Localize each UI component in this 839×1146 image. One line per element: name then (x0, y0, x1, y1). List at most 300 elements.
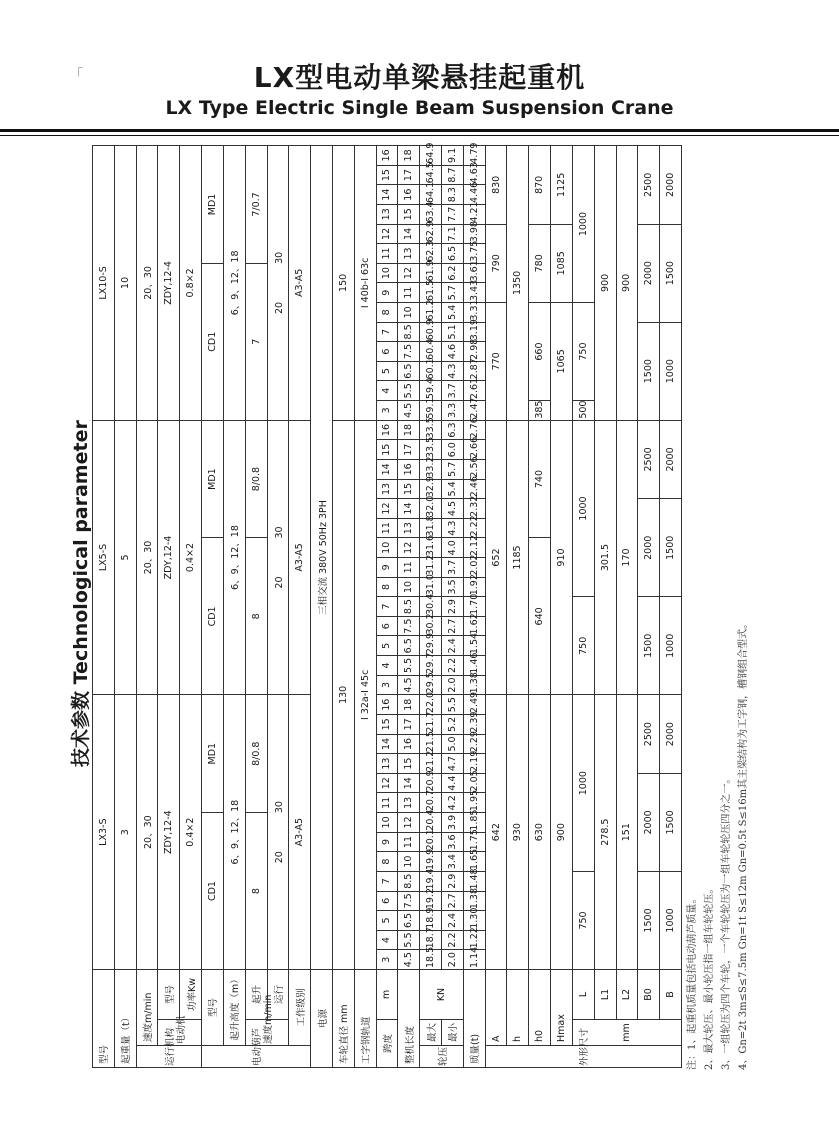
span-value: 16 (376, 695, 398, 715)
mass-value: 1.14 (463, 950, 485, 970)
header-rule-thick (0, 129, 839, 132)
total-length-value: 12 (398, 263, 420, 283)
section-title: 技术参数 Technological parameter (70, 420, 92, 767)
row-beam-track (354, 146, 376, 1068)
total-length-value: 8.5 (398, 322, 420, 342)
span-value: 10 (376, 538, 398, 558)
row-model (93, 146, 115, 1068)
wheel-min-value: 4.3 (442, 361, 464, 381)
total-length-value: 5.5 (398, 930, 420, 950)
label-hoist-group: 电动葫芦 (202, 1046, 311, 1068)
label-B: B (660, 969, 682, 1019)
wheel-max-value: 31.0 (420, 577, 442, 597)
wheel-max-value: 59.4 (420, 381, 442, 401)
note-4: 4、Gn=2t 3m≤S≤7.5m Gn=1t S≤12m Gn=0.5t S≤16m其主梁结构为工字钢，槽钢组合型式。 (738, 618, 749, 1070)
total-length-value: 8.5 (398, 871, 420, 891)
A-3: 770 (485, 303, 507, 421)
mass-value: 2.66 (463, 440, 485, 460)
row-wheel-max (420, 146, 442, 1068)
total-length-value: 15 (398, 479, 420, 499)
capacity-3: 10 (114, 146, 136, 421)
wheel-max-value: 60.4 (420, 342, 442, 362)
row-h0 (529, 146, 551, 1068)
row-power (180, 146, 202, 1068)
row-power-source (311, 146, 333, 1068)
capacity-2: 5 (114, 420, 136, 695)
power-source-value: 三相交流 380V 50Hz 3PH (311, 146, 333, 970)
label-speed2: 速度m/min (245, 1020, 289, 1046)
label-speed: 速度m/min (136, 969, 158, 1045)
label-max: 最大 (420, 1020, 442, 1046)
wheel-max-value: 62.3 (420, 244, 442, 264)
total-length-value: 4.5 (398, 950, 420, 970)
row-A (485, 146, 507, 1068)
row-Hmax (551, 146, 573, 1068)
wheel-min-value: 2.7 (442, 891, 464, 911)
wheel-max-value: 33.5 (420, 420, 442, 440)
h0-1: 630 (529, 695, 551, 970)
wheel-dia-1: 130 (332, 420, 354, 969)
B0-value: 2000 (638, 773, 660, 871)
mass-value: 1.92 (463, 577, 485, 597)
wheel-max-value: 19.9 (420, 852, 442, 872)
wheel-max-value: 20.4 (420, 813, 442, 833)
mass-value: 2.61 (463, 381, 485, 401)
total-length-value: 18 (398, 420, 420, 440)
wheel-max-value: 20.7 (420, 793, 442, 813)
work-class-3: A3-A5 (289, 146, 311, 421)
span-value: 3 (376, 675, 398, 695)
row-L2 (616, 146, 638, 1068)
lift-speed-1-a: 8 (245, 813, 267, 970)
run-speed-2: 20 30 (267, 420, 289, 695)
label-capacity: 起重量（t） (114, 969, 136, 1067)
span-value: 4 (376, 656, 398, 676)
A-4: 790 (485, 224, 507, 302)
label-lift-speed: 起升 (245, 969, 267, 1019)
wheel-min-value: 4.4 (442, 773, 464, 793)
lift-speed-3-b: 7/0.7 (245, 146, 267, 264)
spec-table (92, 142, 682, 1068)
row-run-speed (267, 146, 289, 1068)
label-work-class: 工作级别 (289, 969, 311, 1045)
L-3: 750 (572, 597, 594, 695)
mass-value: 1.85 (463, 813, 485, 833)
wheel-min-value: 7.1 (442, 224, 464, 244)
wheel-max-value: 60.9 (420, 322, 442, 342)
total-length-value: 13 (398, 793, 420, 813)
wheel-min-value: 5.2 (442, 715, 464, 735)
span-value: 13 (376, 204, 398, 224)
motor-model-2: ZDY,12-4 (158, 420, 180, 695)
power-2: 0.4×2 (180, 420, 202, 695)
total-length-value: 7.5 (398, 616, 420, 636)
wheel-min-value: 2.9 (442, 871, 464, 891)
span-value: 14 (376, 734, 398, 754)
span-value: 13 (376, 754, 398, 774)
mass-value: 4.46 (463, 185, 485, 205)
total-length-value: 12 (398, 538, 420, 558)
B0-value: 2500 (638, 146, 660, 224)
wheel-max-value: 19.4 (420, 871, 442, 891)
wheel-max-value: 21.7 (420, 715, 442, 735)
wheel-dia-2: 150 (332, 146, 354, 421)
row-wheel-min (442, 146, 464, 1068)
span-value: 7 (376, 322, 398, 342)
wheel-max-value: 61.5 (420, 283, 442, 303)
span-value: 8 (376, 577, 398, 597)
wheel-min-value: 9.1 (442, 146, 464, 166)
total-length-value: 8.5 (398, 597, 420, 617)
Hmax-1: 900 (551, 695, 573, 970)
B-value: 1000 (660, 322, 682, 420)
wheel-max-value: 64.5 (420, 165, 442, 185)
total-length-value: 11 (398, 558, 420, 578)
wheel-min-value: 6.3 (442, 420, 464, 440)
h0-2: 640 (529, 538, 551, 695)
span-value: 16 (376, 420, 398, 440)
total-length-value: 13 (398, 244, 420, 264)
B-value: 2000 (660, 146, 682, 224)
mass-value: 2.19 (463, 754, 485, 774)
h-3: 1350 (507, 146, 529, 421)
span-value: 9 (376, 558, 398, 578)
lift-height-3: 6、9、12、18 (223, 146, 245, 421)
wheel-min-value: 3.7 (442, 381, 464, 401)
note-1: 注：1、起重机质量包括电动葫芦质量。 (687, 893, 698, 1070)
row-B (660, 146, 682, 1068)
label-beam-track: 工字钢轨道 (354, 969, 376, 1067)
wheel-max-value: 60.1 (420, 361, 442, 381)
mass-value: 1.95 (463, 793, 485, 813)
wheel-min-value: 6.5 (442, 244, 464, 264)
wheel-min-value: 7.7 (442, 204, 464, 224)
wheel-min-value: 3.4 (442, 852, 464, 872)
mass-value: 1.65 (463, 852, 485, 872)
label-h: h (507, 969, 529, 1045)
speed-3: 20、30 (136, 146, 158, 421)
A-5: 830 (485, 146, 507, 224)
wheel-min-value: 2.4 (442, 911, 464, 931)
L1-2: 301.5 (594, 420, 616, 695)
total-length-value: 18 (398, 146, 420, 166)
hoist-model-1-a: CD1 (202, 813, 224, 970)
wheel-max-value: 29.5 (420, 675, 442, 695)
wheel-min-value: 3.5 (442, 577, 464, 597)
wheel-max-value: 31.2 (420, 558, 442, 578)
Hmax-3: 1065 (551, 303, 573, 421)
L2-1: 151 (616, 695, 638, 970)
label-mm-unit: mm (572, 1020, 681, 1046)
speed-2: 20、30 (136, 420, 158, 695)
lift-speed-2-a: 8 (245, 538, 267, 695)
total-length-value: 14 (398, 224, 420, 244)
total-length-value: 5.5 (398, 656, 420, 676)
span-value: 7 (376, 597, 398, 617)
work-class-1: A3-A5 (289, 695, 311, 970)
mass-value: 2.39 (463, 715, 485, 735)
total-length-value: 12 (398, 813, 420, 833)
mass-value: 2.12 (463, 538, 485, 558)
span-value: 15 (376, 440, 398, 460)
mass-value: 2.29 (463, 734, 485, 754)
span-value: 11 (376, 518, 398, 538)
span-value: 14 (376, 460, 398, 480)
wheel-min-value: 2.4 (442, 636, 464, 656)
mass-value: 3.19 (463, 322, 485, 342)
capacity-1: 3 (114, 695, 136, 970)
wheel-min-value: 5.0 (442, 734, 464, 754)
total-length-value: 4.5 (398, 401, 420, 421)
B0-value: 2000 (638, 224, 660, 322)
span-value: 6 (376, 616, 398, 636)
wheel-min-value: 4.3 (442, 518, 464, 538)
wheel-min-value: 5.7 (442, 460, 464, 480)
span-value: 10 (376, 263, 398, 283)
motor-model-1: ZDY,12-4 (158, 695, 180, 970)
mass-value: 1.48 (463, 871, 485, 891)
mass-value: 1.30 (463, 911, 485, 931)
label-run-speed: 运行 (267, 969, 289, 1019)
wheel-max-value: 18.9 (420, 911, 442, 931)
mass-value: 1.46 (463, 656, 485, 676)
Hmax-4: 1085 (551, 224, 573, 302)
L1-3: 900 (594, 146, 616, 421)
power-1: 0.4×2 (180, 695, 202, 970)
wheel-min-value: 4.6 (442, 342, 464, 362)
wheel-max-value: 64.9 (420, 146, 442, 166)
span-value: 16 (376, 146, 398, 166)
span-value: 15 (376, 165, 398, 185)
total-length-value: 15 (398, 204, 420, 224)
mass-value: 2.02 (463, 558, 485, 578)
B0-value: 1500 (638, 322, 660, 420)
B-value: 2000 (660, 420, 682, 499)
wheel-max-value: 21.2 (420, 754, 442, 774)
lift-speed-3-a: 7 (245, 263, 267, 420)
label-mass: 质量(t) (463, 969, 485, 1067)
h0-3: 740 (529, 420, 551, 538)
run-speed-1: 20 30 (267, 695, 289, 970)
label-power: 功率Kw (180, 969, 202, 1019)
span-value: 9 (376, 832, 398, 852)
row-span (376, 146, 398, 1068)
span-value: 7 (376, 871, 398, 891)
total-length-value: 7.5 (398, 342, 420, 362)
wheel-max-value: 20.1 (420, 832, 442, 852)
model-1: LX3-S (93, 695, 115, 970)
L2-2: 170 (616, 420, 638, 695)
wheel-max-value: 21.5 (420, 734, 442, 754)
row-B0 (638, 146, 660, 1068)
mass-value: 1.54 (463, 636, 485, 656)
span-value: 10 (376, 813, 398, 833)
span-value: 3 (376, 950, 398, 970)
mass-value: 4.63 (463, 165, 485, 185)
note-2: 2、最大轮压、最小轮压指一组车轮轮压。 (704, 883, 715, 1070)
span-value: 8 (376, 303, 398, 323)
wheel-min-value: 4.2 (442, 793, 464, 813)
mass-value: 3.75 (463, 244, 485, 264)
label-Hmax: Hmax (551, 969, 573, 1045)
mass-value: 2.87 (463, 361, 485, 381)
wheel-min-value: 3.6 (442, 832, 464, 852)
wheel-max-value: 20.9 (420, 773, 442, 793)
mass-value: 1.62 (463, 616, 485, 636)
wheel-max-value: 18.7 (420, 930, 442, 950)
total-length-value: 11 (398, 283, 420, 303)
total-length-value: 17 (398, 440, 420, 460)
label-h0: h0 (529, 969, 551, 1045)
row-L1 (594, 146, 616, 1068)
span-value: 6 (376, 342, 398, 362)
label-L1: L1 (594, 969, 616, 1019)
run-speed-3: 20 30 (267, 146, 289, 421)
wheel-min-value: 6.0 (442, 440, 464, 460)
row-wheel-dia (332, 146, 354, 1068)
wheel-min-value: 5.4 (442, 303, 464, 323)
corner-mark: 「 (70, 68, 84, 83)
h0-5: 660 (529, 303, 551, 401)
label-dims: 外形尺寸 (485, 1046, 681, 1068)
B0-value: 2000 (638, 499, 660, 597)
mass-value: 2.56 (463, 460, 485, 480)
row-hoist-model (202, 146, 224, 1068)
total-length-value: 10 (398, 303, 420, 323)
wheel-max-value: 22.0 (420, 695, 442, 715)
wheel-max-value: 63.4 (420, 204, 442, 224)
h0-4: 385 (529, 401, 551, 421)
label-wheel-dia: 车轮直径 mm (332, 969, 354, 1067)
Hmax-5: 1125 (551, 146, 573, 224)
beam-track-2: I 40b-I 63c (354, 146, 376, 421)
span-value: 11 (376, 793, 398, 813)
mass-value: 3.98 (463, 224, 485, 244)
label-travel-group: 运行机构 (136, 1046, 201, 1068)
total-length-value: 16 (398, 460, 420, 480)
row-L (572, 146, 594, 1068)
model-2: LX5-S (93, 420, 115, 695)
total-length-value: 16 (398, 734, 420, 754)
hoist-model-2-a: CD1 (202, 538, 224, 695)
total-length-value: 17 (398, 715, 420, 735)
mass-value: 2.49 (463, 695, 485, 715)
total-length-value: 11 (398, 832, 420, 852)
wheel-max-value: 61.2 (420, 303, 442, 323)
wheel-min-value: 5.1 (442, 322, 464, 342)
row-motor-model (158, 146, 180, 1068)
span-value: 12 (376, 773, 398, 793)
total-length-value: 15 (398, 754, 420, 774)
span-value: 11 (376, 244, 398, 264)
B0-value: 1500 (638, 597, 660, 695)
wheel-max-value: 33.2 (420, 460, 442, 480)
B-value: 1500 (660, 499, 682, 597)
A-1: 642 (485, 695, 507, 970)
B0-value: 2500 (638, 420, 660, 499)
wheel-min-value: 3.9 (442, 813, 464, 833)
row-lift-height (223, 146, 245, 1068)
B0-value: 1500 (638, 871, 660, 969)
wheel-max-value: 30.4 (420, 597, 442, 617)
label-motor-model: 型号 (158, 969, 180, 1019)
L-1: 750 (572, 871, 594, 969)
B0-value: 2500 (638, 695, 660, 774)
wheel-min-value: 2.2 (442, 930, 464, 950)
label-motor: 电动机 (158, 1020, 202, 1046)
mass-value: 2.22 (463, 518, 485, 538)
L2-3: 900 (616, 146, 638, 421)
model-3: LX10-S (93, 146, 115, 421)
B-value: 1000 (660, 871, 682, 969)
total-length-value: 10 (398, 852, 420, 872)
mass-value: 1.70 (463, 597, 485, 617)
wheel-min-value: 2.7 (442, 616, 464, 636)
mass-value: 2.46 (463, 479, 485, 499)
span-value: 5 (376, 361, 398, 381)
total-length-value: 5.5 (398, 381, 420, 401)
span-value: 5 (376, 636, 398, 656)
wheel-max-value: 32.0 (420, 499, 442, 519)
label-kn-unit: KN (420, 969, 464, 1019)
wheel-max-value: 64.1 (420, 185, 442, 205)
label-L2: L2 (616, 969, 638, 1019)
label-lift-height: 起升高度（m） (223, 969, 245, 1045)
wheel-min-value: 2.0 (442, 675, 464, 695)
total-length-value: 7.5 (398, 891, 420, 911)
total-length-value: 16 (398, 185, 420, 205)
total-length-value: 6.5 (398, 361, 420, 381)
span-value: 5 (376, 911, 398, 931)
L-2: 1000 (572, 695, 594, 872)
label-hoist-model: 型号 (202, 969, 224, 1045)
lift-height-2: 6、9、12、18 (223, 420, 245, 695)
wheel-max-value: 61.9 (420, 263, 442, 283)
mass-value: 2.05 (463, 773, 485, 793)
row-capacity (114, 146, 136, 1068)
total-length-value: 4.5 (398, 675, 420, 695)
mass-value: 2.47 (463, 401, 485, 421)
span-value: 4 (376, 930, 398, 950)
header-rule-thin (0, 135, 839, 136)
wheel-max-value: 29.7 (420, 656, 442, 676)
hoist-model-2-b: MD1 (202, 420, 224, 538)
speed-1: 20、30 (136, 695, 158, 970)
wheel-min-value: 5.5 (442, 695, 464, 715)
wheel-min-value: 6.2 (442, 263, 464, 283)
wheel-max-value: 30.2 (420, 616, 442, 636)
lift-height-1: 6、9、12、18 (223, 695, 245, 970)
row-speed (136, 146, 158, 1068)
row-h (507, 146, 529, 1068)
wheel-min-value: 4.7 (442, 754, 464, 774)
wheel-min-value: 2.9 (442, 597, 464, 617)
label-min: 最小 (442, 1020, 464, 1046)
B-value: 1500 (660, 224, 682, 322)
total-length-value: 6.5 (398, 911, 420, 931)
L1-1: 278.5 (594, 695, 616, 970)
h0-6: 780 (529, 224, 551, 302)
span-value: 12 (376, 499, 398, 519)
span-value: 6 (376, 891, 398, 911)
span-value: 12 (376, 224, 398, 244)
wheel-min-value: 2.0 (442, 950, 464, 970)
span-value: 14 (376, 185, 398, 205)
wheel-min-value: 3.3 (442, 401, 464, 421)
beam-track-1: I 32a-I 45c (354, 420, 376, 969)
wheel-max-value: 31.8 (420, 518, 442, 538)
wheel-min-value: 8.7 (442, 165, 464, 185)
